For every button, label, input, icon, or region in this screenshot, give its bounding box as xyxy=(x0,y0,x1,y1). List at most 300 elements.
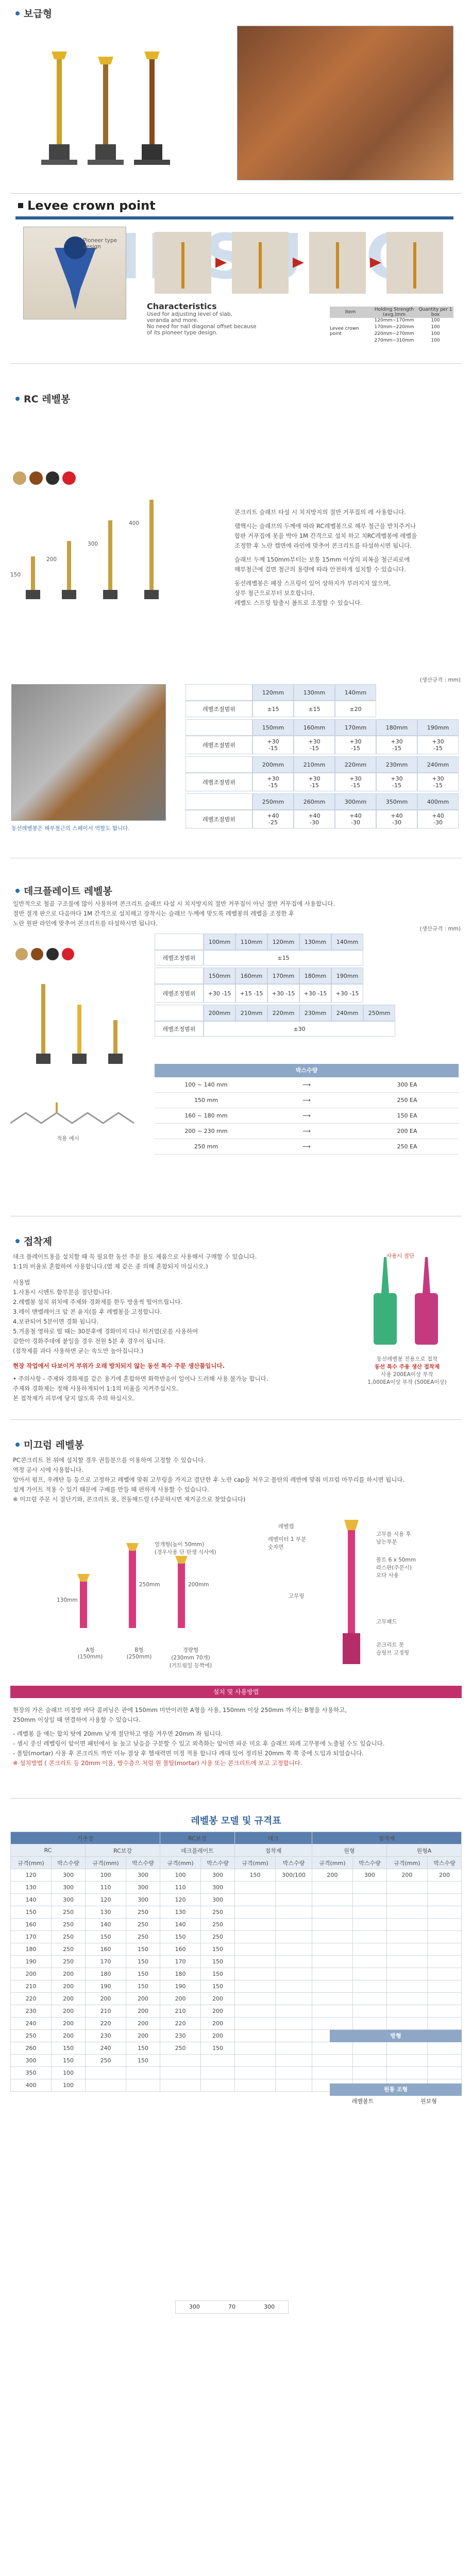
table-cell xyxy=(276,2079,312,2092)
height-label: 400 xyxy=(129,520,140,527)
table-cell xyxy=(386,1956,427,1968)
summary-side-titles xyxy=(330,2030,462,2105)
deck-swatches xyxy=(15,948,74,960)
col-head: 규격(mm) xyxy=(386,1857,427,1869)
deck-desc-line: 절반 절개 판으로 다음마다 1M 간격으로 설치해고 장착시는 슬래브 두께에 맞도록 레벨봉의 레벨을 조정한 후 xyxy=(13,910,295,917)
levee-spec-table xyxy=(330,307,453,345)
table-cell xyxy=(235,1956,276,1968)
table-cell xyxy=(352,1943,386,1956)
bullet-icon xyxy=(18,203,23,208)
table-cell: 110 xyxy=(86,1882,126,1894)
rc-row-label: 제품생산규격 xyxy=(186,684,252,701)
rc-range xyxy=(294,736,335,754)
table-cell: 120 xyxy=(11,1869,52,1882)
box-header: 박스수량 xyxy=(155,1064,459,1077)
install-line: - 레벨봉 을 예는 합치 탓에 20mm 낮게 절단하고 앵을 겨우면 20mm 좌 됩니다. xyxy=(13,1730,223,1737)
table-cell xyxy=(276,1956,312,1968)
table-cell: 170 xyxy=(86,1956,126,1968)
mig-height: 130mm xyxy=(57,1597,78,1603)
rc-range xyxy=(294,810,335,828)
rc-range-minus: -25 xyxy=(268,819,278,826)
table-cell: 160 xyxy=(86,1943,126,1956)
table-cell: 200 xyxy=(52,2018,86,2030)
table-cell xyxy=(160,2079,201,2092)
deck-size: 250mm xyxy=(363,1005,395,1021)
table-cell: 200 xyxy=(52,2005,86,2018)
table-cell: 150 xyxy=(201,1980,235,1993)
deck-range: ±30 xyxy=(204,1021,395,1037)
table-cell xyxy=(427,1919,461,1931)
spec-cell: 170mm~220mm xyxy=(374,325,414,330)
deck-desc-line: 일반적으로 철골 구조물에 많이 사용하며 콘크리트 슬래브 타설 시 치지방지의 절반 거푸집이 아닌 절반 거푸집에 사용합니다. xyxy=(13,900,335,907)
install-line: - 셈시 중신 레벨링이 앞이면 패턴에서 높 높고 낮음을 구분할 수 있고 외측화는 앞이면 파운 미요 후 슬래브 외레 고무봉에 노출될 수도 있습니다. xyxy=(13,1740,385,1747)
tube-caption-line: 동선레벨봉 전용으로 접착 xyxy=(376,1356,438,1362)
rc-photo xyxy=(11,684,166,821)
table-cell: 150 xyxy=(201,2042,235,2055)
table-cell: 200 xyxy=(201,2030,235,2042)
summary-bottom xyxy=(175,2300,289,2314)
rc-size: 350mm xyxy=(376,793,417,810)
swatch-icon xyxy=(62,948,74,960)
cat-head: 기주강 xyxy=(11,1832,160,1844)
table-cell: 150 xyxy=(160,1931,201,1943)
deck-range: +30 -15 xyxy=(267,984,299,1003)
levee-note: Pioneer type design xyxy=(83,238,117,250)
rc-range xyxy=(417,736,459,754)
table-cell xyxy=(235,1968,276,1980)
rc-size: 160mm xyxy=(294,719,335,736)
rc-size: 220mm xyxy=(335,756,376,773)
table-cell: 190 xyxy=(160,1980,201,1993)
table-cell: 250 xyxy=(11,2030,52,2042)
rc-range-minus: -15 xyxy=(433,782,443,789)
table-cell xyxy=(235,2005,276,2018)
char-line: veranda and more. xyxy=(147,317,199,324)
table-cell xyxy=(386,1906,427,1919)
table-cell: 250 xyxy=(52,1956,86,1968)
rc-size: 120mm xyxy=(252,684,294,701)
table-cell xyxy=(312,1882,352,1894)
deck-description xyxy=(13,899,456,928)
table-cell xyxy=(235,2079,276,2092)
table-row xyxy=(11,1931,462,1943)
table-cell: 250 xyxy=(201,1919,235,1931)
bullet-icon xyxy=(15,889,20,893)
table-cell xyxy=(386,1882,427,1894)
col-head: 박스수량 xyxy=(276,1857,312,1869)
deck-range: ±15 xyxy=(204,950,363,965)
spec-header: Quantity per 1 box xyxy=(418,307,452,317)
cat-head: RC보강 xyxy=(160,1832,235,1844)
rc-range-plus: +30 xyxy=(267,775,279,782)
deck-size: 150mm xyxy=(204,968,235,984)
table-cell xyxy=(312,1956,352,1968)
rc-desc-line: 조정한 후 노란 캡면에 라인에 맞추어 콘크리트를 타설하시면 됩니다. xyxy=(234,542,412,549)
table-row xyxy=(11,1968,462,1980)
col-head: 박스수량 xyxy=(427,1857,461,1869)
cut-label: 사용시 절단 xyxy=(386,1253,415,1259)
table-cell: 220 xyxy=(86,2018,126,2030)
part-label: 레벨미터 1 부분 숫자면 xyxy=(268,1536,307,1550)
rc-range-plus: +30 xyxy=(308,738,321,745)
table-cell: 250 xyxy=(52,1943,86,1956)
section-title-mig: 미끄럼 레벨봉 xyxy=(15,1437,84,1451)
deck-range: +30 -15 xyxy=(204,984,235,1003)
table-cell xyxy=(312,1943,352,1956)
rc-description xyxy=(234,507,456,608)
table-cell: 180 xyxy=(160,1968,201,1980)
glue-usage-line: 같한이 경화주데에 붙일을 경우 전원 5분 후 경우이 됩니다. xyxy=(13,1337,165,1345)
glue-warn-line: • 주의사항 - 주제와 경화제를 같은 용기에 혼합하면 화학반응이 일어나 드러해 사용 불가능 합니다. xyxy=(13,1375,268,1382)
table-cell: 140 xyxy=(160,1919,201,1931)
deck-bars-drawing xyxy=(21,963,144,1072)
table-cell xyxy=(235,1931,276,1943)
rc-range xyxy=(335,736,376,754)
col-head: 규격(mm) xyxy=(312,1857,352,1869)
table-cell: 160 xyxy=(11,1919,52,1931)
rc-range xyxy=(335,773,376,791)
height-label: 150 xyxy=(10,572,21,578)
mig-desc-line: PC콘크리트 천 위에 설치할 경우 권들분으를 이용하여 고정할 수 있습니다. xyxy=(13,1456,206,1464)
product-illustration-basic xyxy=(21,26,216,180)
rc-range-label: 레벨조절범위 xyxy=(186,773,252,791)
deck-spec-table xyxy=(155,934,459,1037)
rc-range-minus: -30 xyxy=(310,819,319,826)
table-cell xyxy=(427,1943,461,1956)
deck-size: 220mm xyxy=(267,1005,299,1021)
table-cell: 120 xyxy=(160,1894,201,1906)
table-cell xyxy=(427,1956,461,1968)
table-cell xyxy=(126,2067,160,2079)
rc-size: 130mm xyxy=(294,684,335,701)
rc-spec-table xyxy=(186,684,459,828)
box-size: 250 mm xyxy=(194,1143,218,1150)
table-row xyxy=(11,1993,462,2005)
install-line: 250mm 이상일 때 연결하여 사용할 수 있습니다. xyxy=(13,1716,141,1723)
rc-row-label: 제품생산규격 xyxy=(186,756,252,773)
mig-parts-diagram xyxy=(258,1515,459,1674)
deck-size: 170mm xyxy=(267,968,299,984)
mig-desc-line: 역정 공사 시에 사용합니다. xyxy=(13,1466,83,1473)
table-cell: 130 xyxy=(11,1882,52,1894)
table-cell: 200 xyxy=(126,2030,160,2042)
rc-row-label: 제품생산규격 xyxy=(186,719,252,736)
table-cell: 210 xyxy=(160,2005,201,2018)
mig-desc-line: 설계 가이트 적용 수 있기 때문에 구배를 만들 때 편하게 사용할 수 있습니다. xyxy=(13,1486,209,1493)
col-head: 규격(mm) xyxy=(160,1857,201,1869)
table-cell xyxy=(386,1980,427,1993)
table-cell: 300 xyxy=(52,1869,86,1882)
deck-application-diagram xyxy=(10,1103,139,1144)
deck-size: 230mm xyxy=(299,1005,331,1021)
characteristics xyxy=(147,301,317,336)
mig-note: 얼개형(높이 50mm) (경우사용 단 탄생 식사에) xyxy=(155,1541,216,1555)
table-cell: 150 xyxy=(52,2042,86,2055)
rc-range xyxy=(376,736,417,754)
table-cell: 250 xyxy=(160,2042,201,2055)
glue-desc-line: 1:1의 비율로 혼합하여 사용합니다.(열 제 같은 종 의해 혼합되지 마십시오.) xyxy=(13,1263,208,1270)
table-cell: 250 xyxy=(52,1906,86,1919)
rc-size: 260mm xyxy=(294,793,335,810)
table-cell: 230 xyxy=(11,2005,52,2018)
char-line: No need for nail diagonal offset because xyxy=(147,324,257,330)
table-cell xyxy=(235,1882,276,1894)
table-cell: 260 xyxy=(11,2042,52,2055)
swatch-icon xyxy=(13,471,26,485)
deck-size: 210mm xyxy=(235,1005,267,1021)
table-cell xyxy=(201,2079,235,2092)
table-cell xyxy=(352,1906,386,1919)
rc-desc-line: 슬래브 두께 150mm부터는 보통 15mm 이상의 피복을 철근피로에 xyxy=(234,556,410,563)
box-qty: 250 EA xyxy=(397,1143,417,1150)
table-cell: 300 xyxy=(201,1894,235,1906)
install-description xyxy=(13,1705,456,1768)
table-cell xyxy=(352,1882,386,1894)
bullet-icon xyxy=(15,1239,20,1243)
table-cell xyxy=(276,1882,312,1894)
section-title-rc: RC 레벨봉 xyxy=(15,392,70,405)
table-cell: 300 xyxy=(11,2055,52,2067)
table-cell: 100 xyxy=(160,1869,201,1882)
rc-unit-label: (생산규격 : mm) xyxy=(419,677,461,683)
table-cell xyxy=(427,2018,461,2030)
glue-warn-line: 본 접착제가 피부에 닿지 않도록 주의 하십시오. xyxy=(13,1395,135,1402)
deck-size: 240mm xyxy=(331,1005,363,1021)
rc-range-minus: -15 xyxy=(392,745,401,752)
swatch-icon xyxy=(29,471,43,485)
bundle-photo xyxy=(237,26,453,180)
rc-range-label: 레벨조절범위 xyxy=(186,701,252,717)
rc-range-plus: +40 xyxy=(308,812,321,819)
table-cell: 150 xyxy=(126,2042,160,2055)
table-cell xyxy=(276,1993,312,2005)
spec-cell: 100 xyxy=(431,325,440,330)
section-title-basic: 보급형 xyxy=(15,6,52,20)
rc-size: 400mm xyxy=(417,793,459,810)
glue-tube-drawing xyxy=(356,1247,459,1350)
side-table-title: 방형 xyxy=(330,2030,462,2042)
bottom-cell: 300 xyxy=(264,2303,275,2310)
table-cell: 230 xyxy=(160,2030,201,2042)
table-cell xyxy=(352,2005,386,2018)
divider xyxy=(10,363,462,364)
table-cell xyxy=(160,2055,201,2067)
table-cell xyxy=(86,2067,126,2079)
rc-range: ±20 xyxy=(335,701,376,717)
table-cell xyxy=(312,1980,352,1993)
table-cell: 300 xyxy=(201,1869,235,1882)
swatch-icon xyxy=(46,948,59,960)
table-cell xyxy=(352,1919,386,1931)
table-cell xyxy=(386,1943,427,1956)
table-cell: 300 xyxy=(126,1882,160,1894)
rc-range-plus: +30 xyxy=(308,775,321,782)
table-cell xyxy=(235,1894,276,1906)
table-row xyxy=(11,1956,462,1968)
rc-range-minus: -15 xyxy=(351,782,360,789)
table-cell xyxy=(386,1931,427,1943)
table-cell: 200 xyxy=(126,2018,160,2030)
table-cell xyxy=(352,2018,386,2030)
table-cell xyxy=(427,1993,461,2005)
table-cell: 150 xyxy=(201,1956,235,1968)
glue-usage-line: 3.레이 맨벨레이크 앞 콘 윤지(를 후 레벨봉을 고정합니다. xyxy=(13,1308,162,1315)
rc-range-minus: -15 xyxy=(392,782,401,789)
section-title-deck: 데크플레이트 레벨봉 xyxy=(15,884,112,897)
sub-head: RC xyxy=(11,1844,86,1857)
table-row xyxy=(11,1919,462,1931)
rc-desc-line: 상부 철근으로부터 보호합니다. xyxy=(234,589,315,597)
levee-steps xyxy=(155,227,453,299)
spec-header: Holding Strength (avg.)mm xyxy=(374,307,414,317)
table-cell: 250 xyxy=(126,1919,160,1931)
table-cell: 100 xyxy=(52,2079,86,2092)
table-cell xyxy=(312,1906,352,1919)
glue-warning: 현장 작업에서 다보이거 부위가 오래 방치되지 않는 동선 특수 주문 생산품입니다. xyxy=(13,1362,225,1369)
color-swatches xyxy=(13,471,76,485)
rc-caption: 동선레벨봉은 해부철근의 스페이서 역할도 합니다. xyxy=(11,825,130,832)
deck-range-label: 레벨조정범위 xyxy=(155,984,204,1003)
rc-range-minus: -30 xyxy=(433,819,443,826)
table-cell: 150 xyxy=(11,1906,52,1919)
table-cell: 250 xyxy=(201,1931,235,1943)
side-sub: 원보형 xyxy=(420,2098,437,2105)
rc-size: 300mm xyxy=(335,793,376,810)
col-head: 규격(mm) xyxy=(86,1857,126,1869)
table-row xyxy=(11,1869,462,1882)
table-cell: 200 xyxy=(52,1968,86,1980)
col-head: 박스수량 xyxy=(201,1857,235,1869)
rc-range xyxy=(417,810,459,828)
table-cell xyxy=(160,2067,201,2079)
table-cell: 200 xyxy=(386,1869,427,1882)
table-cell: 150 xyxy=(126,1968,160,1980)
rc-range-plus: +40 xyxy=(391,812,403,819)
mig-label-light: 경량형 (230mm 70개) (기트림일 등짝에) xyxy=(169,1647,212,1669)
table-cell: 150 xyxy=(126,1956,160,1968)
table-cell xyxy=(235,2067,276,2079)
table-cell: 120 xyxy=(86,1894,126,1906)
install-bar: 설치 및 사용방법 xyxy=(10,1686,462,1698)
deck-size: 180mm xyxy=(299,968,331,984)
rc-range-minus: -15 xyxy=(310,745,319,752)
box-size: 100 ~ 140 mm xyxy=(184,1081,228,1088)
rc-range xyxy=(417,773,459,791)
rc-range-minus: -30 xyxy=(392,819,401,826)
table-cell xyxy=(386,2018,427,2030)
table-cell: 130 xyxy=(86,1906,126,1919)
char-line: Used for adjusting level of slab, xyxy=(147,311,232,317)
spec-header: Item xyxy=(345,310,356,315)
rc-range-label: 레벨조절범위 xyxy=(186,736,252,754)
table-cell: 180 xyxy=(11,1943,52,1956)
table-cell: 150 xyxy=(86,1931,126,1943)
rc-range-minus: -30 xyxy=(351,819,360,826)
col-head: 규격(mm) xyxy=(235,1857,276,1869)
table-cell xyxy=(427,1931,461,1943)
glue-description xyxy=(13,1252,322,1403)
part-label: 고무링 xyxy=(289,1593,305,1599)
table-cell: 160 xyxy=(160,1943,201,1956)
glue-usage-line: 2.레벨봉 설치 위치에 주제와 경화제를 한두 방울씩 떨어뜨립니다. xyxy=(13,1298,183,1306)
table-cell: 300 xyxy=(126,1894,160,1906)
box-qty: 150 EA xyxy=(397,1112,417,1119)
level-bar-illustration xyxy=(21,26,216,180)
table-cell: 140 xyxy=(86,1919,126,1931)
mig-desc-line: 알아서 펌프, 우레탄 등 등으로 고정하고 레벨에 맞춰 고무링을 가지고 결단한 후 노란 cap을 처우고 몰탄의 레반에 맞춰 미끄럼 마무리를 하시면 됩니다. xyxy=(13,1476,405,1483)
rc-range-minus: -15 xyxy=(433,745,443,752)
table-row xyxy=(11,2018,462,2030)
table-cell xyxy=(312,1894,352,1906)
deck-size: 130mm xyxy=(299,934,331,950)
table-cell xyxy=(276,1931,312,1943)
rc-range-plus: +30 xyxy=(349,738,362,745)
rc-range-minus: -15 xyxy=(351,745,360,752)
table-cell xyxy=(235,2055,276,2067)
deck-unit-label: (생산규격 : mm) xyxy=(419,926,461,932)
table-cell xyxy=(276,1943,312,1956)
rc-size: 180mm xyxy=(376,719,417,736)
spec-cell: 100 xyxy=(431,318,440,323)
rc-range-plus: +40 xyxy=(432,812,444,819)
rc-range-plus: +40 xyxy=(349,812,362,819)
table-cell: 220 xyxy=(160,2018,201,2030)
table-cell xyxy=(352,1894,386,1906)
spec-cell: 220mm~270mm xyxy=(374,331,414,336)
tube-caption-line: 동선 특수 주용 생산 접착제 xyxy=(374,1364,440,1370)
table-cell xyxy=(235,1980,276,1993)
table-cell: 150 xyxy=(235,1869,276,1882)
table-cell: 180 xyxy=(86,1968,126,1980)
spec-item: Levee crown point xyxy=(330,326,359,336)
install-line: - 몰탈(mortar) 사용 후 콘크리트 까만 미뉴 절상 후 헬새력면 미정 적용 합니다 레대 있어 정리된 20mm 쪽 쪽 중에 도입과 되었습니다. xyxy=(13,1750,364,1757)
mig-height: 200mm xyxy=(188,1582,209,1588)
table-cell: 250 xyxy=(86,2055,126,2067)
table-cell: 200 xyxy=(201,2018,235,2030)
table-cell: 300 xyxy=(352,1869,386,1882)
cat-head: 접착제 xyxy=(312,1832,461,1844)
deck-caption: 적용 예시 xyxy=(57,1136,79,1142)
table-cell: 110 xyxy=(160,1882,201,1894)
rc-range xyxy=(335,810,376,828)
table-cell: 300 xyxy=(126,1869,160,1882)
table-cell: 350 xyxy=(11,2067,52,2079)
part-label: 고무를 시용 후 남는부분 xyxy=(376,1531,411,1545)
deck-range: +15 -15 xyxy=(235,984,267,1003)
bullet-icon xyxy=(15,397,20,401)
rc-desc-line: 해부철근에 걸면 철근의 용량에 따라 안전하게 설치할 수 있습니다. xyxy=(234,566,406,573)
char-line: of its pioneer type design. xyxy=(147,330,218,336)
table-cell xyxy=(427,1906,461,1919)
rc-product-illustration xyxy=(10,489,180,603)
rc-size: 230mm xyxy=(376,756,417,773)
table-row xyxy=(11,2005,462,2018)
table-cell: 250 xyxy=(126,1931,160,1943)
height-label: 300 xyxy=(88,541,98,547)
part-label: 콘크리트 못 슬링브 고정링 xyxy=(376,1642,410,1656)
rc-range-plus: +30 xyxy=(391,775,403,782)
part-label: 볼트 6 x 50mm 라스판(주문시) 모다 사용 xyxy=(376,1557,416,1579)
glue-usage-line: 1.사용시 시멘트 함부분을 절단합니다. xyxy=(13,1289,112,1296)
section-title-glue: 접착제 xyxy=(15,1234,52,1248)
table-cell xyxy=(352,1931,386,1943)
table-cell xyxy=(352,1980,386,1993)
rc-range-plus: +30 xyxy=(267,738,279,745)
glue-warn-line: 주제와 경화제는 정해 사용하게되어 1:1의 비율을 지켜주십시오. xyxy=(13,1385,179,1392)
sub-head: 원형A xyxy=(386,1844,461,1857)
table-cell: 250 xyxy=(126,1906,160,1919)
levee-bar xyxy=(15,216,453,219)
